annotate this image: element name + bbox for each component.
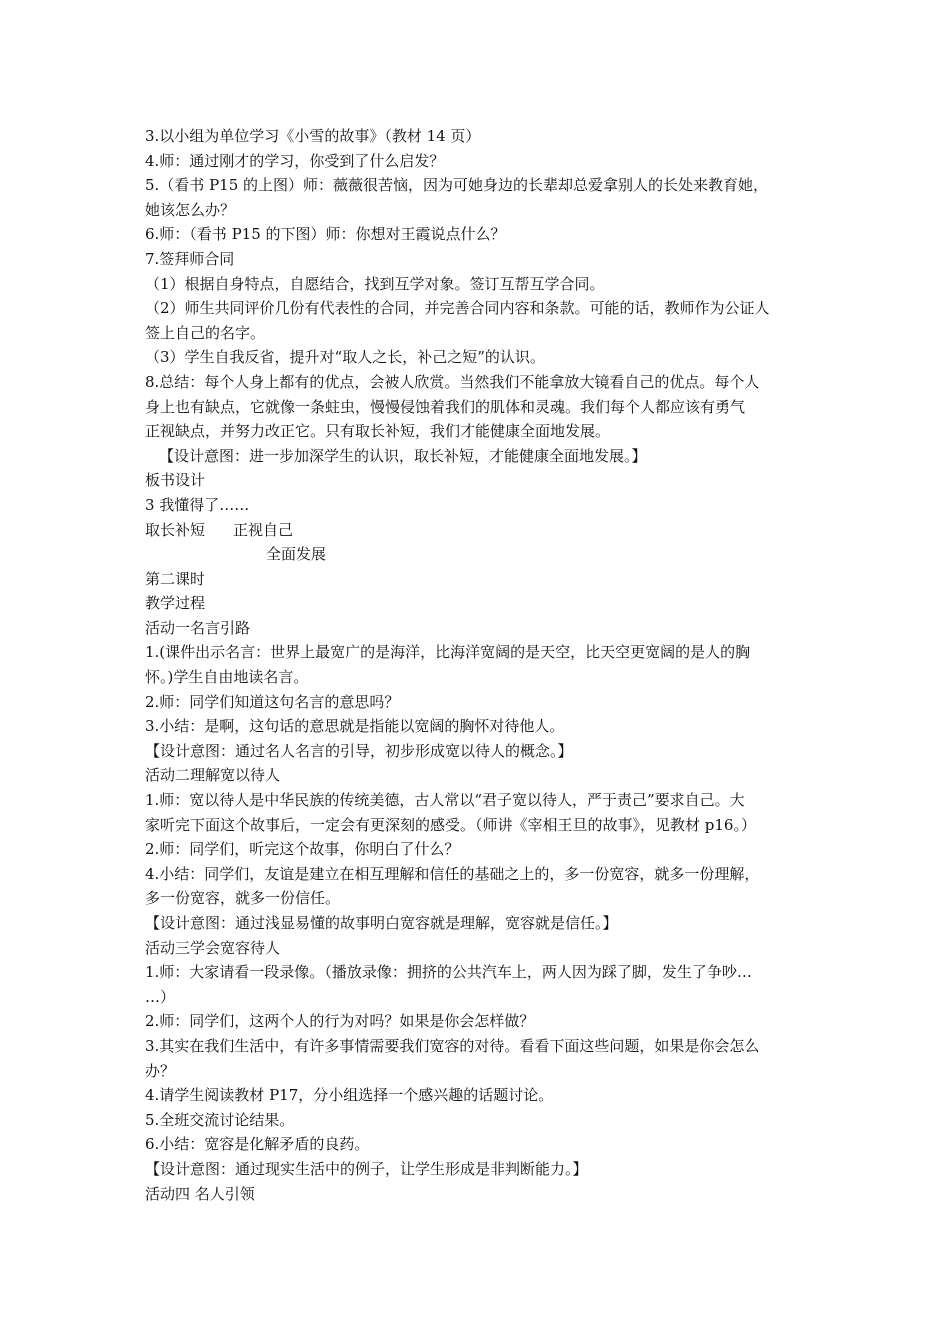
text-line: 3.以小组为单位学习《小雪的故事》（教材 14 页）	[145, 127, 481, 145]
board-item: 取长补短	[145, 520, 206, 539]
text-line: 3.小结：是啊，这句话的意思就是指能以宽阔的胸怀对待他人。	[145, 717, 565, 736]
section-heading: 板书设计	[145, 471, 206, 490]
text-line: 身上也有缺点，它就像一条蛀虫，慢慢侵蚀着我们的肌体和灵魂。我们每个人都应该有勇气	[145, 397, 746, 416]
text-line: 6.小结：宽容是化解矛盾的良药。	[145, 1135, 370, 1154]
text-line: 正视缺点，并努力改正它。只有取长补短，我们才能健康全面地发展。	[145, 422, 611, 441]
text-line: 1.师：大家请看一段录像。（播放录像：拥挤的公共汽车上，两人因为踩了脚，发生了争吵…	[145, 963, 752, 982]
text-line: （3）学生自我反省，提升对“取人之长，补己之短”的认识。	[145, 348, 545, 367]
activity-heading: 活动三学会宽容待人	[145, 938, 281, 957]
text-line: 8.总结：每个人身上都有的优点，会被人欣赏。当然我们不能拿放大镜看自己的优点。每个人	[145, 372, 760, 391]
activity-heading: 活动二理解宽以待人	[145, 766, 281, 785]
text-line: 5.（看书 P15 的上图）师：薇薇很苦恼，因为可她身边的长辈却总爱拿别人的长处来教育她，	[145, 176, 769, 195]
document-body	[145, 124, 815, 1206]
text-line: 办？	[145, 1061, 176, 1080]
text-line: 3.其实在我们生活中，有许多事情需要我们宽容的对待。看看下面这些问题，如果是你会怎么	[145, 1036, 760, 1055]
text-line: （1）根据自身特点，自愿结合，找到互学对象。签订互帮互学合同。	[145, 274, 605, 293]
section-heading: 教学过程	[145, 594, 206, 613]
board-row	[145, 518, 815, 543]
board-item: 正视自己	[233, 520, 294, 539]
activity-heading: 活动一名言引路	[145, 618, 251, 637]
text-line: 4.请学生阅读教材 P17，分小组选择一个感兴趣的话题讨论。	[145, 1086, 554, 1105]
text-line: 她该怎么办？	[145, 200, 236, 219]
text-line: 4.师：通过刚才的学习，你受到了什么启发？	[145, 151, 445, 170]
board-title: 3 我懂得了……	[145, 495, 250, 514]
text-line: 5.全班交流讨论结果。	[145, 1110, 295, 1129]
text-line: 家听完下面这个故事后，一定会有更深刻的感受。（师讲《宰相王旦的故事》，见教材 p16。）	[145, 815, 756, 834]
text-line: 1.(课件出示名言：世界上最宽广的是海洋，比海洋宽阔的是天空，比天空更宽阔的是人的胸	[145, 643, 751, 662]
text-line: （2）师生共同评价几份有代表性的合同，并完善合同内容和条款。可能的话，教师作为公证人	[145, 299, 770, 318]
text-line: 多一份宽容，就多一份信任。	[145, 889, 341, 908]
text-line: 6.师：（看书 P15 的下图）师：你想对王霞说点什么？	[145, 225, 506, 244]
section-heading: 7.签拜师合同	[145, 249, 235, 268]
text-line: 怀。)学生自由地读名言。	[145, 668, 309, 687]
text-line: 4.小结：同学们，友谊是建立在相互理解和信任的基础之上的，多一份宽容，就多一份理解，	[145, 864, 760, 883]
design-intent-note: 【设计意图：进一步加深学生的认识，取长补短，才能健康全面地发展。】	[159, 446, 647, 465]
section-heading: 第二课时	[145, 569, 206, 588]
text-line: 签上自己的名字。	[145, 323, 266, 342]
text-line: …）	[145, 987, 176, 1006]
activity-heading: 活动四 名人引领	[145, 1184, 255, 1203]
text-line: 2.师：同学们，听完这个故事，你明白了什么？	[145, 840, 460, 859]
text-line: 2.师：同学们，这两个人的行为对吗？如果是你会怎样做？	[145, 1012, 535, 1031]
board-item: 全面发展	[266, 545, 327, 564]
design-intent-note: 【设计意图：通过浅显易懂的故事明白宽容就是理解，宽容就是信任。】	[145, 914, 618, 932]
text-line: 1.师：宽以待人是中华民族的传统美德，古人常以“君子宽以待人，严于责己”要求自己。大	[145, 791, 745, 810]
design-intent-note: 【设计意图：通过名人名言的引导，初步形成宽以待人的概念。】	[145, 741, 573, 760]
text-line: 2.师：同学们知道这句名言的意思吗？	[145, 692, 400, 711]
design-intent-note: 【设计意图：通过现实生活中的例子，让学生形成是非判断能力。】	[145, 1159, 588, 1178]
